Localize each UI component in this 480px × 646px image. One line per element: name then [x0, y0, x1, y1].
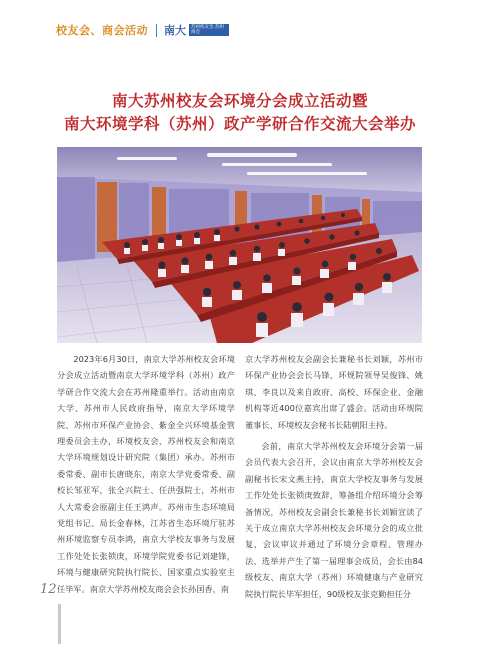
nju-logo	[164, 22, 229, 38]
margin-bar	[58, 604, 61, 644]
article-title-line1: 南大苏州校友会环境分会成立活动暨	[111, 92, 368, 110]
logo-subtext: 苏州校友会 苏州商会	[189, 24, 229, 36]
paragraph-continued: 京大学苏州校友会副会长兼秘书长刘颖，苏州市环保产业协会会长马锋，环规院领导吴俊锋、姚琪、李良以及来自政府、高校、环保企业、金融机构等近400位嘉宾出席了盛会。活动由环规院董事长、环境校友会秘书长陆朝阳主持。	[245, 354, 423, 430]
header-divider	[156, 24, 157, 37]
section-label: 校友会、商会活动	[56, 24, 148, 37]
paragraph: 会前，南京大学苏州校友会环境分会第一届会员代表大会召开，会议由南京大学苏州校友会副秘书长宋文燕主持，南京大学校友事务与发展工作处处长张锁庚致辞，筹备组介绍环境分会筹备情况，苏州校友会副会长兼秘书长刘颖宣读了关于成立南京大学苏州校友会环境分会的成立批复，会议审议并通过了环境分会章程、管理办法、选举并产生了第一届理事会成员，会长由84级校友、南京大学（苏州）环境健康与产业研究院执行院长毕军担任，90级校友张克勤担任分	[245, 441, 423, 599]
page-header	[56, 20, 229, 40]
paragraph: 2023年6月30日，南京大学苏州校友会环境分会成立活动暨南京大学环境学科（苏州）政产学研合作交流大会在苏州隆重举行。活动由南京大学、苏州市人民政府指导，南京大学环境学院、苏州市环保产业协会、紫金全兴环境基金管理委员会主办，环境校友会、苏州校友会和南京大学环境规划设计研究院（集团）承办。苏州市委常委、副市长唐晓东，南京大学党委常委、副校长邹亚军，张全兴院士、任洪强院士，苏州市人大常委会原副主任王鸿声。苏州市生态环境局党组书记、局长金春林，江苏省生态环境厅驻苏州环境监察专员李鸿，南京大学校友事务与发展工作处处长张锁庚，环境学院党委书记刘建锋，环境与健康研究院执行院长、国家重点实验室主任毕军。南京大学苏州校友商会会长孙国香，南	[57, 354, 235, 594]
page-number: 12	[40, 582, 57, 597]
article-title-line2: 南大环境学科（苏州）政产学研合作交流大会举办	[63, 115, 416, 133]
logo-text: 南大	[164, 24, 186, 37]
body-column-right	[245, 351, 423, 602]
body-column-left	[57, 351, 235, 597]
conference-hall-photo	[57, 147, 422, 343]
